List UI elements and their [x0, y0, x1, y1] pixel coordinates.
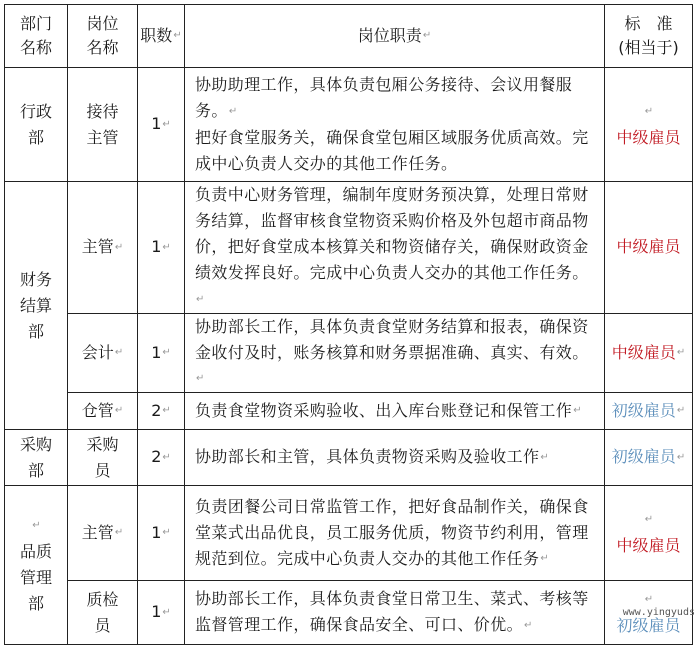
table-row: [5, 486, 693, 581]
position-count: 1↵: [138, 182, 185, 314]
dept-purchase: 采购 部: [5, 430, 68, 486]
position-name: 质检 员: [68, 581, 138, 645]
table-row: [5, 393, 693, 430]
position-count: 1↵: [138, 581, 185, 645]
position-name: 仓管↵: [68, 393, 138, 430]
position-standard: 中级雇员↵: [605, 313, 693, 393]
position-standard: 中级雇员: [605, 182, 693, 314]
position-standard: 初级雇员↵: [605, 430, 693, 486]
position-standard: ↵ 中级雇员: [605, 68, 693, 182]
dept-quality: ↵ 品质 管理 部: [5, 486, 68, 645]
job-duties-table: [4, 4, 693, 645]
position-duties: 协助部长工作，具体负责食堂财务结算和报表，确保资 金收付及时，账务核算和财务票据准确、真实、有效。↵: [185, 313, 605, 393]
watermark: www.yingyuds: [622, 607, 695, 618]
position-standard: ↵ 中级雇员: [605, 486, 693, 581]
position-duties: 协助部长工作，具体负责食堂日常卫生、菜式、考核等 监督管理工作，确保食品安全、可口、价优。↵: [185, 581, 605, 645]
table-row: [5, 68, 693, 182]
position-standard: ↵ 初级雇员: [605, 581, 693, 645]
position-count: 2↵: [138, 430, 185, 486]
position-name: 接待 主管: [68, 68, 138, 182]
table-row: [5, 313, 693, 393]
header-dept: 部门 名称: [5, 5, 68, 68]
position-duties: 负责中心财务管理，编制年度财务预决算，处理日常财 务结算，监督审核食堂物资采购价格及外包超市商品物 价，把好食堂成本核算关和物资储存关，确保财政资金 绩效发挥良好。完成中心负责人交办的其他工作任务。↵: [185, 182, 605, 314]
position-count: 1↵: [138, 68, 185, 182]
table-row: [5, 182, 693, 314]
position-name: 主管↵: [68, 486, 138, 581]
position-name: 会计↵: [68, 313, 138, 393]
position-count: 1↵: [138, 313, 185, 393]
dept-finance: 财务 结算 部: [5, 182, 68, 430]
dept-admin: 行政 部: [5, 68, 68, 182]
position-standard: 初级雇员↵: [605, 393, 693, 430]
header-count: 职数↵: [138, 5, 185, 68]
header-position: 岗位 名称: [68, 5, 138, 68]
position-name: 采购 员: [68, 430, 138, 486]
position-count: 1↵: [138, 486, 185, 581]
position-duties: 负责食堂物资采购验收、出入库台账登记和保管工作↵: [185, 393, 605, 430]
header-standard: 标 准 (相当于): [605, 5, 693, 68]
position-name: 主管↵: [68, 182, 138, 314]
position-count: 2↵: [138, 393, 185, 430]
position-duties: 协助助理工作，具体负责包厢公务接待、会议用餐服务。↵ 把好食堂服务关，确保食堂包厢区域服务优质高效。完 成中心负责人交办的其他工作任务。: [185, 68, 605, 182]
header-row: [5, 5, 693, 68]
header-duties: 岗位职责↵: [185, 5, 605, 68]
position-duties: 负责团餐公司日常监管工作，把好食品制作关，确保食 堂菜式出品优良，员工服务优质，物资节约利用，管理 规范到位。完成中心负责人交办的其他工作任务↵: [185, 486, 605, 581]
table-row: [5, 581, 693, 645]
position-duties: 协助部长和主管，具体负责物资采购及验收工作↵: [185, 430, 605, 486]
table-row: [5, 430, 693, 486]
